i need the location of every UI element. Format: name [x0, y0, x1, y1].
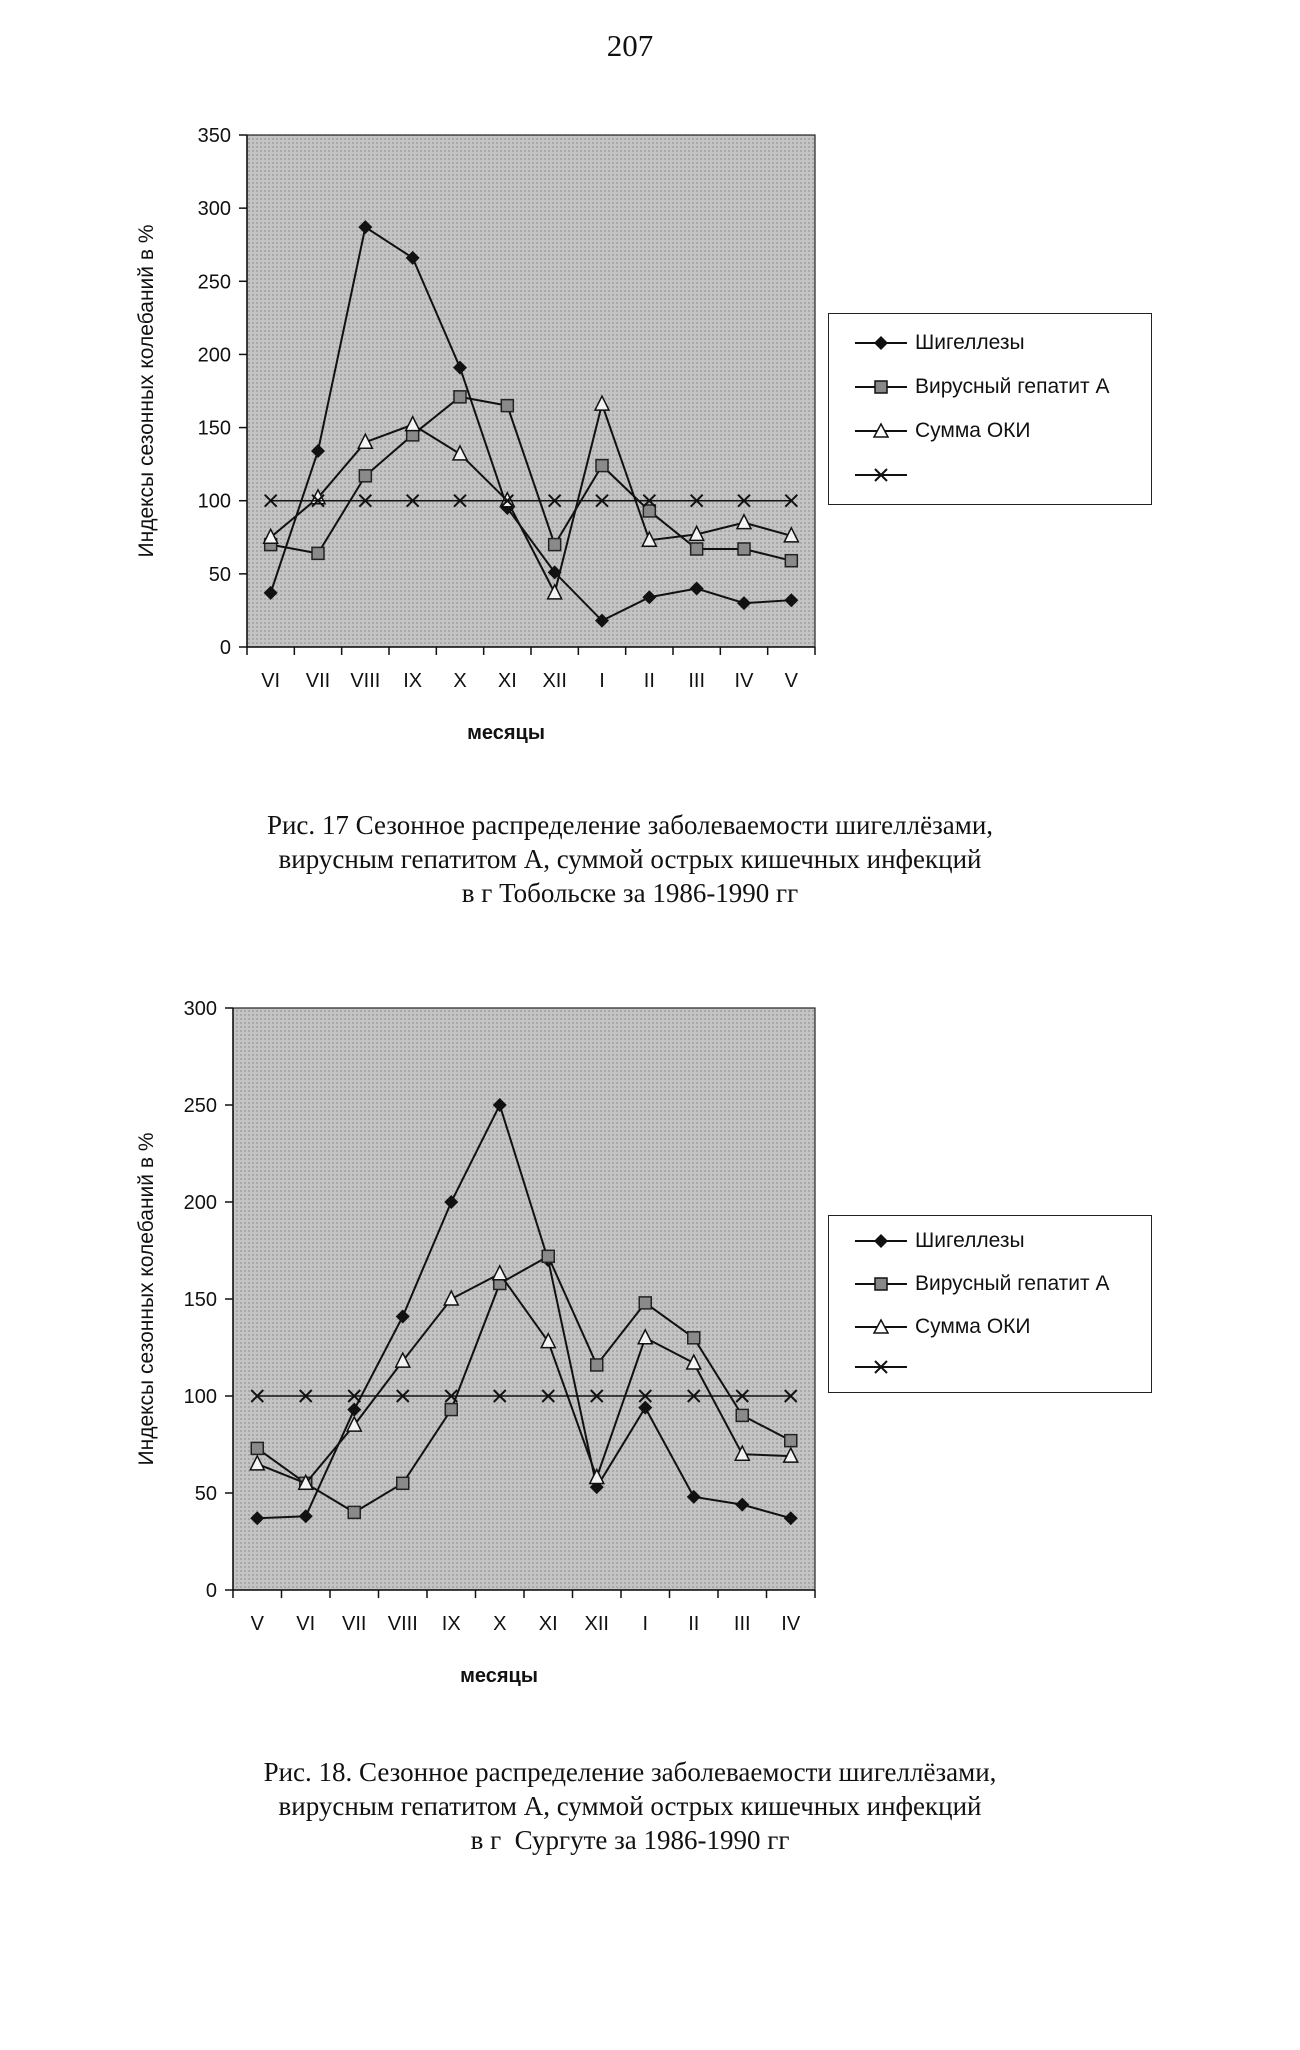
- y-tick-label: 300: [183, 998, 217, 1020]
- legend-item-baseline: [853, 1352, 915, 1382]
- x-tick-label: IX: [403, 670, 423, 692]
- caption-line: вирусным гепатитом А, суммой острых кишечных инфекций: [278, 1791, 982, 1821]
- y-axis-title: Индексы сезонных колебаний в %: [135, 224, 158, 558]
- diamond-marker-icon: [853, 333, 909, 353]
- y-tick-label: 250: [197, 271, 231, 294]
- x-tick-label: VII: [342, 1613, 367, 1635]
- x-tick-label: III: [733, 1613, 751, 1635]
- data-point-square: [549, 539, 561, 551]
- legend-label: Сумма ОКИ: [915, 1315, 1031, 1338]
- legend-item-hepatitis-a: [853, 1269, 1109, 1299]
- caption-line: вирусным гепатитом А, суммой острых кишечных инфекций: [278, 844, 982, 874]
- cross-marker-icon: [853, 1357, 909, 1377]
- x-tick-label: II: [688, 1613, 700, 1635]
- data-point-square: [736, 1409, 748, 1421]
- x-tick-label: VI: [296, 1613, 316, 1635]
- x-tick-label: X: [493, 1613, 507, 1635]
- legend-label: Шигеллезы: [915, 1229, 1025, 1252]
- x-axis-title: месяцы: [467, 722, 545, 744]
- y-tick-label: 150: [197, 417, 231, 440]
- x-tick-label: V: [784, 670, 799, 692]
- triangle-marker-icon: [853, 421, 909, 441]
- y-tick-label: 200: [197, 344, 231, 367]
- caption-line: в г Сургуте за 1986-1990 гг: [470, 1825, 790, 1855]
- legend-label: Вирусный гепатит А: [915, 1272, 1110, 1295]
- triangle-marker-icon: [853, 1317, 909, 1337]
- y-tick-label: 200: [183, 1192, 217, 1214]
- y-tick-label: 300: [197, 198, 231, 221]
- legend: [828, 313, 1152, 505]
- x-tick-label: I: [642, 1613, 649, 1635]
- x-tick-label: IV: [734, 670, 754, 692]
- data-point-square: [542, 1250, 554, 1262]
- legend-label: Шигеллезы: [915, 331, 1025, 354]
- legend-label: Сумма ОКИ: [915, 419, 1031, 442]
- data-point-square: [688, 1332, 700, 1344]
- legend: [828, 1215, 1152, 1393]
- data-point-square: [643, 505, 655, 517]
- legend-item-shigellosis: [853, 328, 1025, 358]
- data-point-square: [397, 1477, 409, 1489]
- x-tick-label: III: [688, 670, 706, 692]
- x-tick-label: V: [250, 1613, 264, 1635]
- x-tick-label: VIII: [350, 670, 381, 692]
- x-tick-label: XII: [584, 1613, 609, 1635]
- data-point-square: [596, 460, 608, 472]
- y-tick-label: 250: [183, 1095, 217, 1117]
- y-tick-label: 100: [183, 1386, 217, 1408]
- x-tick-label: XI: [497, 670, 517, 692]
- data-point-square: [738, 543, 750, 555]
- x-tick-label: VIII: [387, 1613, 418, 1635]
- legend-item-baseline: [853, 460, 915, 490]
- figure-17: [0, 110, 1300, 908]
- y-tick-label: 50: [208, 563, 231, 586]
- x-tick-label: II: [643, 670, 655, 692]
- caption-line: Рис. 18. Сезонное распределение заболеваемости шигеллёзами,: [263, 1757, 997, 1787]
- data-point-square: [501, 400, 513, 412]
- data-point-square: [359, 470, 371, 482]
- figure-18: [0, 990, 1300, 1855]
- page-number: 207: [606, 28, 654, 63]
- x-axis-title: месяцы: [460, 1665, 538, 1687]
- data-point-square: [454, 391, 466, 403]
- y-tick-label: 150: [183, 1289, 217, 1311]
- figure-caption: [0, 808, 1260, 910]
- x-tick-label: VI: [261, 670, 281, 692]
- square-marker-icon: [853, 377, 909, 397]
- caption-line: в г Тобольске за 1986-1990 гг: [461, 878, 799, 908]
- y-tick-label: 0: [219, 637, 231, 659]
- data-point-square: [639, 1297, 651, 1309]
- data-point-square: [691, 543, 703, 555]
- diamond-marker-icon: [853, 1231, 909, 1251]
- y-tick-label: 350: [197, 125, 231, 147]
- legend-item-oki-sum: [853, 1312, 1030, 1342]
- data-point-square: [785, 1435, 797, 1447]
- y-tick-label: 50: [194, 1483, 217, 1505]
- x-tick-label: IV: [781, 1613, 801, 1635]
- data-point-square: [312, 547, 324, 559]
- data-point-square: [785, 555, 797, 567]
- x-tick-label: IX: [441, 1613, 461, 1635]
- data-point-square: [591, 1359, 603, 1371]
- cross-marker-icon: [853, 465, 909, 485]
- x-tick-label: XI: [538, 1613, 558, 1635]
- y-axis-title: Индексы сезонных колебаний в %: [135, 1132, 158, 1466]
- legend-item-shigellosis: [853, 1226, 1025, 1256]
- caption-line: Рис. 17 Сезонное распределение заболеваемости шигеллёзами,: [266, 810, 994, 840]
- x-tick-label: VII: [305, 670, 331, 692]
- square-marker-icon: [853, 1274, 909, 1294]
- data-point-square: [251, 1442, 263, 1454]
- figure-caption: [0, 1755, 1260, 1857]
- legend-item-oki-sum: [853, 416, 1030, 446]
- legend-label: Вирусный гепатит А: [915, 375, 1110, 398]
- x-tick-label: X: [453, 670, 467, 692]
- plot-area: [247, 135, 815, 647]
- y-tick-label: 100: [197, 490, 231, 513]
- x-tick-label: XII: [542, 670, 567, 692]
- data-point-square: [348, 1506, 360, 1518]
- y-tick-label: 0: [205, 1580, 217, 1602]
- legend-item-hepatitis-a: [853, 372, 1109, 402]
- x-tick-label: I: [599, 670, 605, 692]
- data-point-square: [445, 1404, 457, 1416]
